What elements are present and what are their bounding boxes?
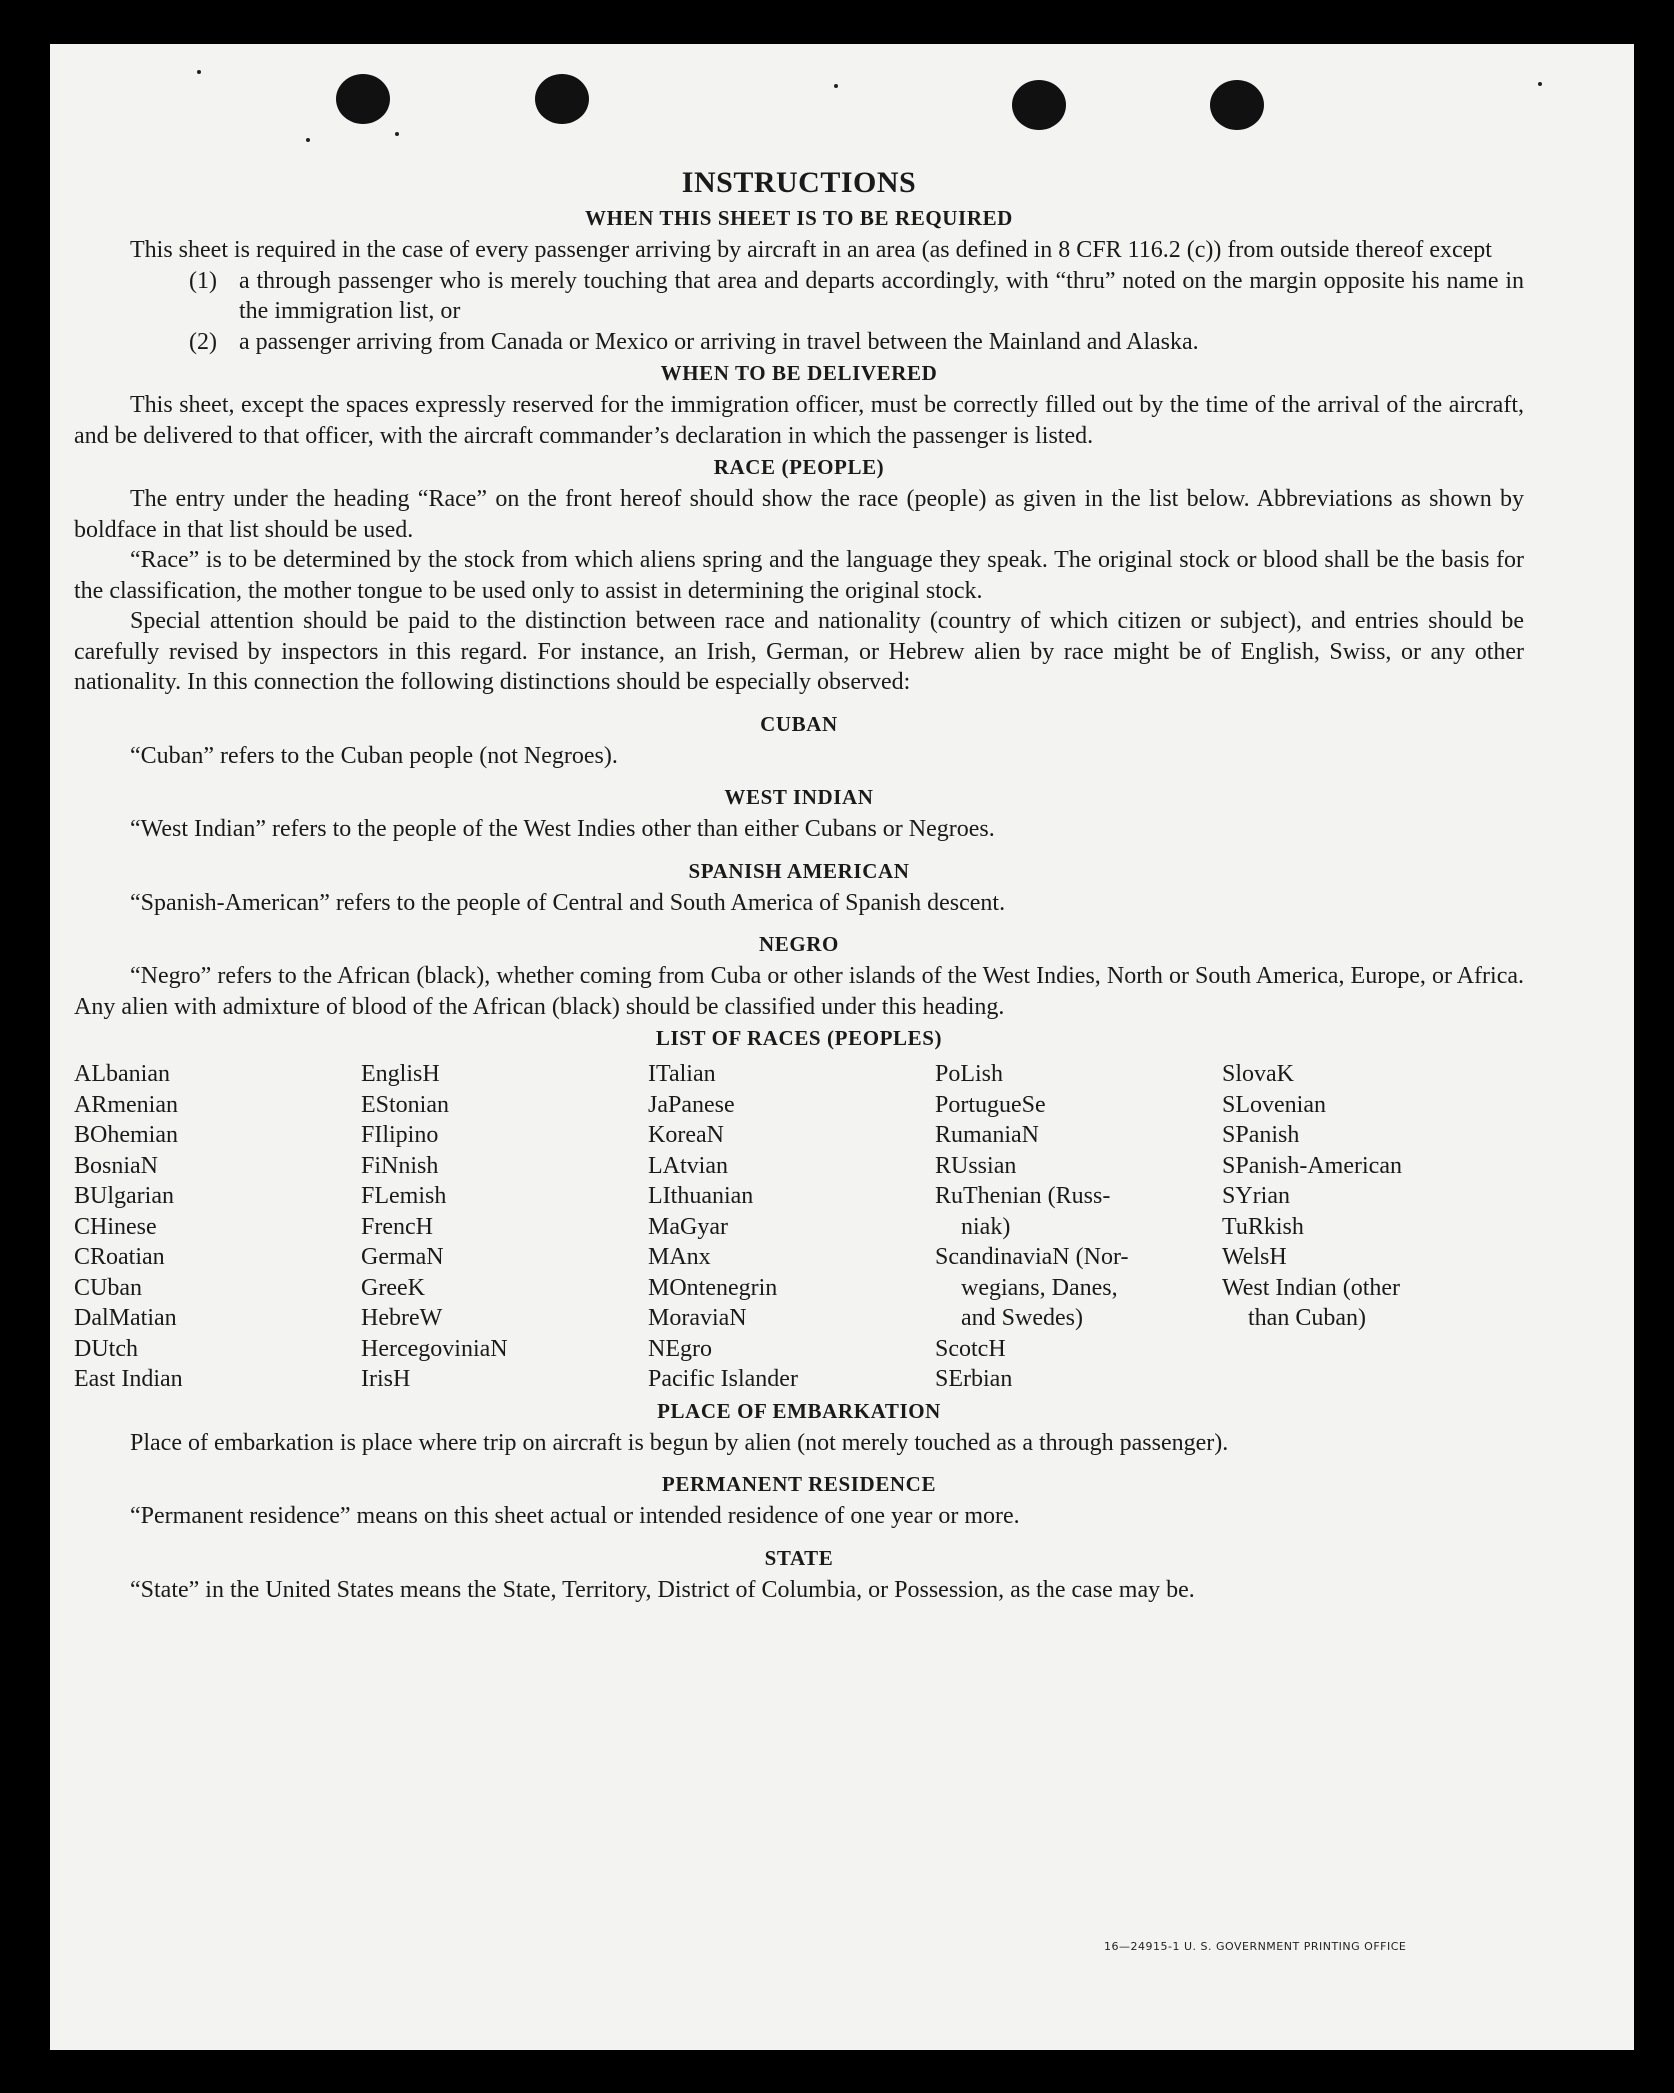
race-entry: RuThenian (Russ- xyxy=(935,1183,1111,1209)
race-entry: ScandinaviaN (Nor- xyxy=(935,1244,1129,1270)
embarkation-text: Place of embarkation is place where trip on aircraft is begun by alien (not merely touched as a through passenger). xyxy=(130,1429,1229,1456)
spanish-american-text: “Spanish-American” refers to the people of Central and South America of Spanish descent. xyxy=(130,889,1006,916)
race-entry: BUlgarian xyxy=(74,1183,174,1209)
speck xyxy=(1538,82,1542,86)
races-column xyxy=(648,1059,935,1395)
item-number: (2) xyxy=(189,328,217,355)
race-entry: SErbian xyxy=(935,1366,1013,1392)
form-sheet xyxy=(50,44,1634,2050)
required-intro: This sheet is required in the case of every passenger arriving by aircraft in an area (as defined in 8 CFR 116.2 (c)) from outside thereof except xyxy=(130,237,1492,263)
race-entry: ScotcH xyxy=(935,1335,1006,1362)
race-entry: MAnx xyxy=(648,1244,711,1270)
race-entry: BOhemian xyxy=(74,1122,178,1148)
speck xyxy=(306,138,310,142)
race-entry: GermaN xyxy=(361,1244,444,1270)
race-paragraph-3: Special attention should be paid to the distinction between race and nationality (country of which citizen or subject), and entries should be carefully revised by inspectors in this regard. For instance, an Irish, German, or Hebrew alien by race might be of English, Swiss, or any other nationality. In this connection the following distinctions should be especially observed: xyxy=(74,608,1524,695)
race-entry: CUban xyxy=(74,1274,142,1301)
negro-text: “Negro” refers to the African (black), whether coming from Cuba or other islands of the West Indies, North or South America, Europe, or Africa. Any alien with admixture of blood of the African (black) should be classified under this heading. xyxy=(74,963,1524,1020)
race-entry: niak) xyxy=(961,1213,1011,1240)
race-entry: SlovaK xyxy=(1222,1061,1294,1087)
heading-cuban: CUBAN xyxy=(760,711,838,736)
race-entry: and Swedes) xyxy=(961,1305,1083,1331)
race-entry: RUssian xyxy=(935,1152,1017,1179)
race-entry: EnglisH xyxy=(361,1061,440,1087)
race-entry: DalMatian xyxy=(74,1305,177,1331)
race-entry: HercegoviniaN xyxy=(361,1335,508,1362)
race-entry: DUtch xyxy=(74,1335,138,1362)
heading-embarkation: PLACE OF EMBARKATION xyxy=(657,1398,941,1423)
races-column xyxy=(935,1059,1222,1395)
race-entry: SPanish-American xyxy=(1222,1152,1402,1179)
race-entry: MOntenegrin xyxy=(648,1274,778,1301)
required-item xyxy=(189,266,1524,327)
race-entry: SPanish xyxy=(1222,1122,1300,1148)
speck xyxy=(197,70,201,74)
race-entry: East Indian xyxy=(74,1366,183,1392)
races-column xyxy=(1222,1059,1509,1395)
race-entry: ARmenian xyxy=(74,1091,178,1118)
race-entry: wegians, Danes, xyxy=(961,1274,1118,1301)
delivered-text: This sheet, except the spaces expressly reserved for the immigration officer, must be correctly filled out by the time of the arrival of the aircraft, and be delivered to that officer, with the aircraft commander’s declaration in which the passenger is listed. xyxy=(74,392,1524,449)
race-entry: MoraviaN xyxy=(648,1305,747,1331)
cuban-text: “Cuban” refers to the Cuban people (not Negroes). xyxy=(130,742,618,769)
race-entry: TuRkish xyxy=(1222,1213,1304,1240)
race-entry: PortugueSe xyxy=(935,1091,1046,1118)
punch-hole xyxy=(336,74,390,124)
races-column xyxy=(74,1059,361,1395)
race-entry: IrisH xyxy=(361,1366,411,1392)
race-entry: SYrian xyxy=(1222,1183,1290,1209)
race-entry: CRoatian xyxy=(74,1244,165,1270)
heading-race: RACE (PEOPLE) xyxy=(713,455,885,479)
state-text: “State” in the United States means the State, Territory, District of Columbia, or Possession, as the case may be. xyxy=(130,1576,1195,1603)
races-list xyxy=(74,1059,1524,1395)
punch-hole xyxy=(1210,80,1264,130)
races-column xyxy=(361,1059,648,1395)
race-entry: CHinese xyxy=(74,1213,157,1240)
race-entry: BosniaN xyxy=(74,1152,158,1179)
race-entry: EStonian xyxy=(361,1091,449,1118)
race-entry: than Cuban) xyxy=(1248,1305,1366,1331)
race-entry: LAtvian xyxy=(648,1152,728,1179)
instructions-body xyxy=(74,166,1524,1605)
required-item xyxy=(189,327,1524,358)
heading-state: STATE xyxy=(764,1545,834,1570)
punch-hole xyxy=(1012,80,1066,130)
page-title: INSTRUCTIONS xyxy=(681,166,917,199)
race-entry: GreeK xyxy=(361,1274,425,1301)
race-entry: SLovenian xyxy=(1222,1091,1326,1118)
residence-text: “Permanent residence” means on this sheet actual or intended residence of one year or more. xyxy=(130,1503,1020,1529)
punch-hole xyxy=(535,74,589,124)
race-entry: NEgro xyxy=(648,1335,712,1362)
heading-permanent-residence: PERMANENT RESIDENCE xyxy=(661,1472,937,1496)
heading-spanish-american: SPANISH AMERICAN xyxy=(688,858,910,883)
race-paragraph-2: “Race” is to be determined by the stock from which aliens spring and the language they speak. The original stock or blood shall be the basis for the classification, the mother tongue to be used only to assist in determining the original stock. xyxy=(74,547,1524,604)
speck xyxy=(395,132,399,136)
item-text: a through passenger who is merely touching that area and departs accordingly, with “thru” noted on the margin opposite his name in the immigration list, or xyxy=(239,267,1524,324)
race-entry: ALbanian xyxy=(74,1061,170,1087)
race-entry: JaPanese xyxy=(648,1091,735,1118)
heading-delivered: WHEN TO BE DELIVERED xyxy=(660,361,938,385)
race-entry: WelsH xyxy=(1222,1244,1287,1270)
heading-required: WHEN THIS SHEET IS TO BE REQUIRED xyxy=(585,206,1013,230)
west-indian-text: “West Indian” refers to the people of the West Indies other than either Cubans or Negroes. xyxy=(130,816,995,842)
heading-west-indian: WEST INDIAN xyxy=(724,785,874,809)
speck xyxy=(834,84,838,88)
race-entry: PoLish xyxy=(935,1061,1004,1087)
race-entry: ITalian xyxy=(648,1061,716,1087)
race-entry: FiNnish xyxy=(361,1152,439,1179)
race-entry: FrencH xyxy=(361,1213,433,1240)
race-entry: HebreW xyxy=(361,1305,443,1331)
race-entry: West Indian (other xyxy=(1222,1274,1401,1301)
race-entry: KoreaN xyxy=(648,1122,724,1148)
race-entry: Pacific Islander xyxy=(648,1366,798,1392)
printer-imprint: 16—24915-1 U. S. GOVERNMENT PRINTING OFFICE xyxy=(1104,1940,1407,1953)
race-paragraph-1: The entry under the heading “Race” on the front hereof should show the race (people) as given in the list below. Abbreviations as shown by boldface in that list should be used. xyxy=(74,486,1524,543)
race-entry: MaGyar xyxy=(648,1213,728,1240)
race-entry: FLemish xyxy=(361,1183,447,1209)
heading-list-of-races: LIST OF RACES (PEOPLES) xyxy=(655,1026,943,1050)
heading-negro: NEGRO xyxy=(758,932,839,956)
race-entry: FIlipino xyxy=(361,1122,439,1148)
item-number: (1) xyxy=(189,267,217,294)
race-entry: LIthuanian xyxy=(648,1183,754,1209)
race-entry: RumaniaN xyxy=(935,1122,1039,1148)
item-text: a passenger arriving from Canada or Mexico or arriving in travel between the Mainland and Alaska. xyxy=(239,328,1199,355)
